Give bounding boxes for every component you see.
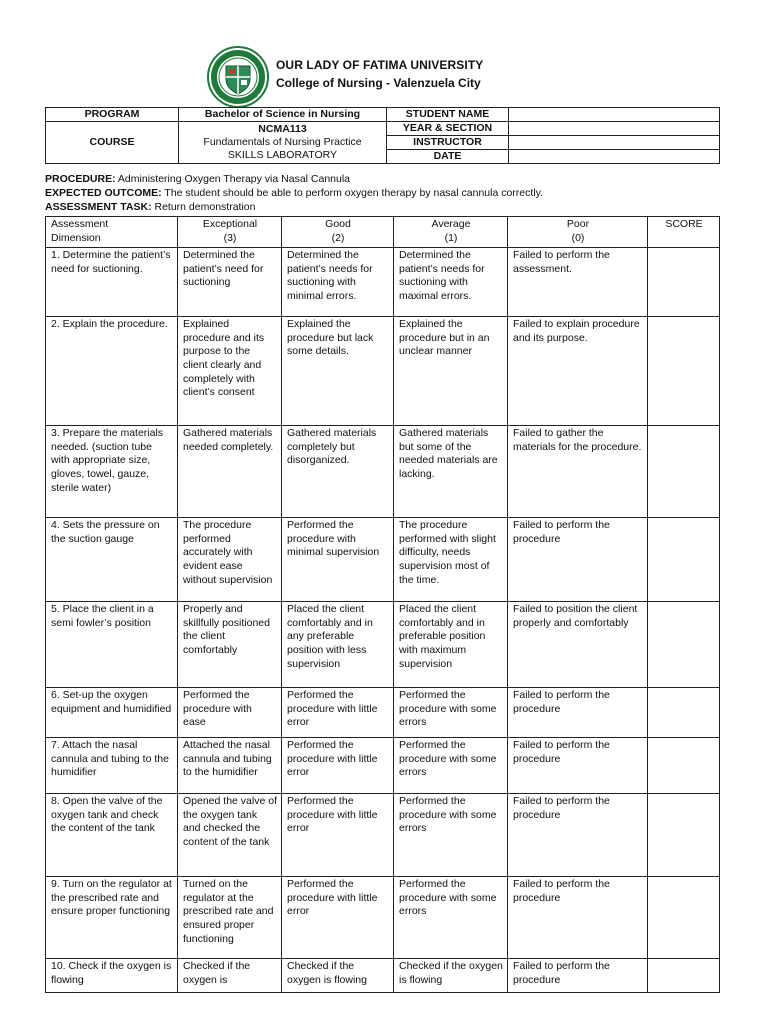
rubric-column-header: Exceptional (3) (178, 217, 282, 248)
exceptional-cell: The procedure performed accurately with evident ease without supervision (178, 518, 282, 602)
poor-cell: Failed to position the client properly and comfortably (508, 602, 648, 688)
assessment-dimension-cell: 4. Sets the pressure on the suction gauge (46, 518, 178, 602)
rubric-column-header: Poor (0) (508, 217, 648, 248)
course-value (179, 122, 387, 164)
assessment-task-line (45, 201, 255, 214)
table-row (46, 518, 720, 602)
poor-cell: Failed to perform the procedure (508, 688, 648, 738)
average-cell: Performed the procedure with some errors (394, 794, 508, 877)
year-section-label: YEAR & SECTION (387, 122, 509, 136)
average-cell: Performed the procedure with some errors (394, 738, 508, 794)
exceptional-cell: Properly and skillfully positioned the client comfortably (178, 602, 282, 688)
average-cell: Checked if the oxygen is flowing (394, 959, 508, 993)
exceptional-cell: Determined the patient’s need for suctioning (178, 248, 282, 317)
poor-cell: Failed to perform the assessment. (508, 248, 648, 317)
rubric-column-header: Good (2) (282, 217, 394, 248)
score-cell[interactable] (648, 688, 720, 738)
assessment-dimension-cell: 9. Turn on the regulator at the prescribed rate and ensure proper functioning (46, 877, 178, 959)
assessment-task-text: Return demonstration (151, 201, 256, 213)
score-cell[interactable] (648, 248, 720, 317)
assessment-dimension-cell: 1. Determine the patient’s need for suctioning. (46, 248, 178, 317)
average-cell: Placed the client comfortably and in preferable position with maximum supervision (394, 602, 508, 688)
average-cell: Gathered materials but some of the needed materials are lacking. (394, 426, 508, 518)
poor-cell: Failed to perform the procedure (508, 877, 648, 959)
table-row (46, 688, 720, 738)
good-cell: Performed the procedure with little error (282, 738, 394, 794)
date-field[interactable] (509, 150, 720, 164)
rubric-table (45, 216, 720, 993)
student-info-table (45, 107, 720, 164)
average-cell: Performed the procedure with some errors (394, 688, 508, 738)
score-cell[interactable] (648, 317, 720, 426)
exceptional-cell: Opened the valve of the oxygen tank and checked the content of the tank (178, 794, 282, 877)
rubric-column-header: SCORE (648, 217, 720, 248)
score-cell[interactable] (648, 602, 720, 688)
score-cell[interactable] (648, 959, 720, 993)
exceptional-cell: Turned on the regulator at the prescribed rate and ensured proper functioning (178, 877, 282, 959)
procedure-line (45, 173, 350, 186)
poor-cell: Failed to gather the materials for the procedure. (508, 426, 648, 518)
assessment-dimension-cell: 7. Attach the nasal cannula and tubing to the humidifier (46, 738, 178, 794)
course-label: COURSE (46, 122, 179, 164)
good-cell: Determined the patient’s needs for suctioning with minimal errors. (282, 248, 394, 317)
good-cell: Gathered materials completely but disorganized. (282, 426, 394, 518)
exceptional-cell: Checked if the oxygen is (178, 959, 282, 993)
table-row (46, 317, 720, 426)
procedure-text: Administering Oxygen Therapy via Nasal Cannula (115, 173, 351, 185)
program-value: Bachelor of Science in Nursing (179, 108, 387, 122)
poor-cell: Failed to perform the procedure (508, 518, 648, 602)
good-cell: Explained the procedure but lack some details. (282, 317, 394, 426)
score-cell[interactable] (648, 738, 720, 794)
rubric-header-row (46, 217, 720, 248)
table-row (46, 959, 720, 993)
document-header (0, 44, 768, 110)
assessment-dimension-cell: 3. Prepare the materials needed. (suction tube with appropriate size, gloves, towel, gauze, sterile water) (46, 426, 178, 518)
assessment-dimension-cell: 5. Place the client in a semi fowler’s position (46, 602, 178, 688)
poor-cell: Failed to perform the procedure (508, 738, 648, 794)
score-cell[interactable] (648, 518, 720, 602)
assessment-dimension-cell: 6. Set-up the oxygen equipment and humidified (46, 688, 178, 738)
rubric-column-header: Average (1) (394, 217, 508, 248)
good-cell: Performed the procedure with little error (282, 688, 394, 738)
average-cell: Explained the procedure but in an unclear manner (394, 317, 508, 426)
assessment-dimension-cell: 8. Open the valve of the oxygen tank and check the content of the tank (46, 794, 178, 877)
good-cell: Checked if the oxygen is flowing (282, 959, 394, 993)
table-row (46, 738, 720, 794)
exceptional-cell: Gathered materials needed completely. (178, 426, 282, 518)
assessment-dimension-cell: 10. Check if the oxygen is flowing (46, 959, 178, 993)
assessment-dimension-cell: 2. Explain the procedure. (46, 317, 178, 426)
score-cell[interactable] (648, 877, 720, 959)
assessment-task-label: ASSESSMENT TASK: (45, 201, 152, 213)
average-cell: Performed the procedure with some errors (394, 877, 508, 959)
score-cell[interactable] (648, 426, 720, 518)
average-cell: The procedure performed with slight difficulty, needs supervision most of the time. (394, 518, 508, 602)
course-name: Fundamentals of Nursing Practice (203, 136, 362, 148)
good-cell: Placed the client comfortably and in any preferable position with less supervision (282, 602, 394, 688)
exceptional-cell: Attached the nasal cannula and tubing to the humidifier (178, 738, 282, 794)
average-cell: Determined the patient’s needs for suctioning with maximal errors. (394, 248, 508, 317)
student-name-field[interactable] (509, 108, 720, 122)
rubric-column-header: Assessment Dimension (46, 217, 178, 248)
exceptional-cell: Performed the procedure with ease (178, 688, 282, 738)
good-cell: Performed the procedure with little error (282, 794, 394, 877)
poor-cell: Failed to explain procedure and its purpose. (508, 317, 648, 426)
good-cell: Performed the procedure with minimal supervision (282, 518, 394, 602)
expected-outcome-line (45, 187, 543, 200)
instructor-label: INSTRUCTOR (387, 136, 509, 150)
good-cell: Performed the procedure with little error (282, 877, 394, 959)
date-label: DATE (387, 150, 509, 164)
course-code: NCMA113 (258, 123, 307, 135)
table-row (46, 877, 720, 959)
score-cell[interactable] (648, 794, 720, 877)
course-lab: SKILLS LABORATORY (227, 149, 338, 161)
table-row (46, 602, 720, 688)
college-name: College of Nursing - Valenzuela City (276, 76, 481, 90)
table-row (46, 248, 720, 317)
table-row (46, 426, 720, 518)
university-name: OUR LADY OF FATIMA UNIVERSITY (276, 58, 484, 72)
year-section-field[interactable] (509, 122, 720, 136)
expected-outcome-label: EXPECTED OUTCOME: (45, 187, 162, 199)
instructor-field[interactable] (509, 136, 720, 150)
procedure-label: PROCEDURE: (45, 173, 116, 185)
university-seal-icon (207, 46, 269, 108)
poor-cell: Failed to perform the procedure (508, 794, 648, 877)
table-row (46, 794, 720, 877)
program-label: PROGRAM (46, 108, 179, 122)
exceptional-cell: Explained procedure and its purpose to the client clearly and completely with client’s consent (178, 317, 282, 426)
poor-cell: Failed to perform the procedure (508, 959, 648, 993)
student-name-label: STUDENT NAME (387, 108, 509, 122)
expected-outcome-text: The student should be able to perform oxygen therapy by nasal cannula correctly. (161, 187, 544, 199)
